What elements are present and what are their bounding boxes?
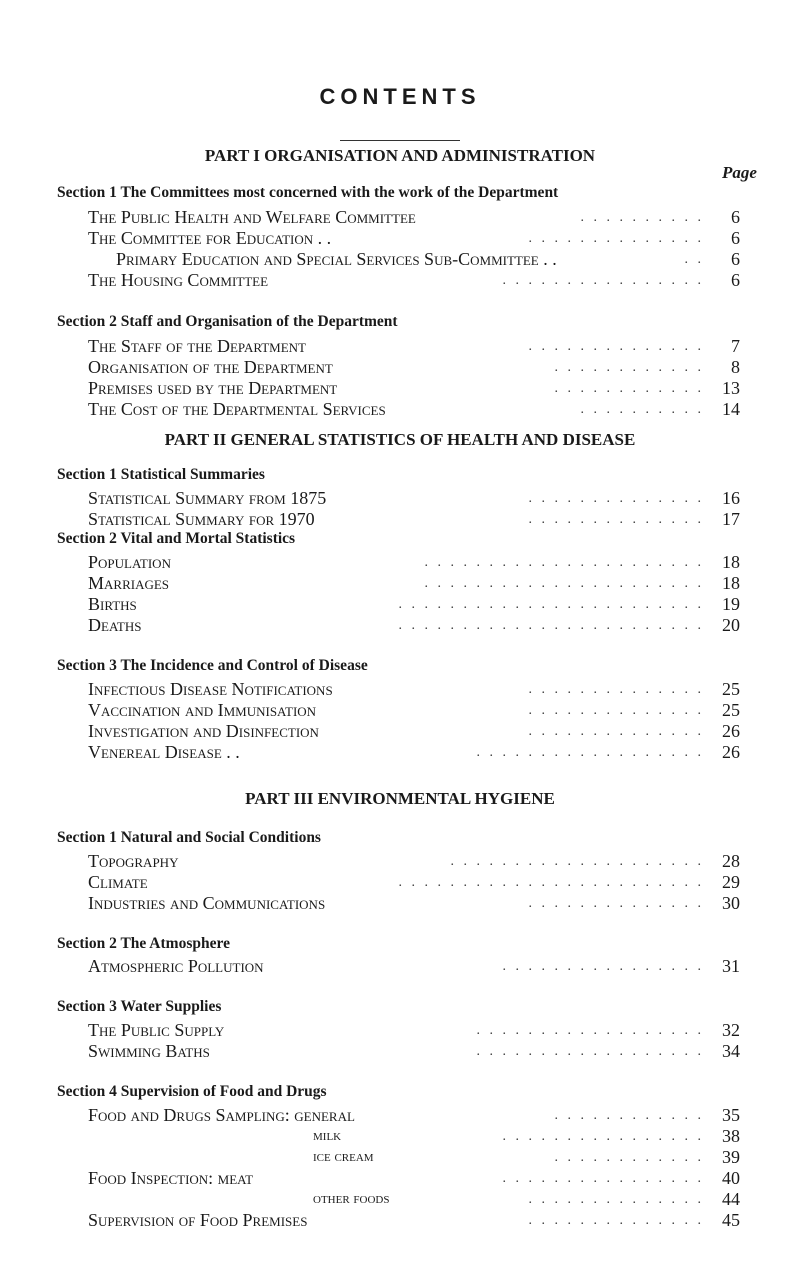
toc-entry[interactable]: Primary Education and Special Services Sub-Committee . . . . 6 <box>116 249 740 269</box>
toc-entry[interactable]: Population . . . . . . . . . . . . . . . . . . . . . . 18 <box>88 552 740 572</box>
part-3-section-1-heading: Section 1 Natural and Social Conditions <box>57 829 321 846</box>
toc-entry[interactable]: Industries and Communications . . . . . . . . . . . . . . 30 <box>88 893 740 913</box>
toc-entry[interactable]: Climate . . . . . . . . . . . . . . . . . . . . . . . . 29 <box>88 872 740 892</box>
part-3-section-2-heading: Section 2 The Atmosphere <box>57 935 230 952</box>
toc-entry[interactable]: Infectious Disease Notifications . . . . . . . . . . . . . . 25 <box>88 679 740 699</box>
toc-entry[interactable]: Premises used by the Department . . . . . . . . . . . . 13 <box>88 378 740 398</box>
toc-entry[interactable]: Statistical Summary from 1875 . . . . . . . . . . . . . . 16 <box>88 488 740 508</box>
part-2-section-1-heading: Section 1 Statistical Summaries <box>57 466 265 483</box>
toc-entry[interactable]: Supervision of Food Premises . . . . . . . . . . . . . . 45 <box>88 1210 740 1230</box>
part-1-section-1-heading: Section 1 The Committees most concerned with the work of the Department <box>57 184 559 201</box>
title-rule <box>340 140 460 141</box>
toc-entry[interactable]: Venereal Disease . . . . . . . . . . . . . . . . . . . . 26 <box>88 742 740 762</box>
toc-entry[interactable]: other foods . . . . . . . . . . . . . . 44 <box>313 1189 740 1209</box>
toc-entry[interactable]: Statistical Summary for 1970 . . . . . . . . . . . . . . 17 <box>88 509 740 529</box>
toc-entry[interactable]: Atmospheric Pollution . . . . . . . . . . . . . . . . 31 <box>88 956 740 976</box>
toc-entry[interactable]: The Staff of the Department . . . . . . . . . . . . . . 7 <box>88 336 740 356</box>
toc-entry[interactable]: Food and Drugs Sampling: general . . . . . . . . . . . . 35 <box>88 1105 740 1125</box>
page-title: CONTENTS <box>319 84 481 109</box>
toc-entry[interactable]: The Public Supply . . . . . . . . . . . . . . . . . . 32 <box>88 1020 740 1040</box>
toc-entry[interactable]: Organisation of the Department . . . . . . . . . . . . 8 <box>88 357 740 377</box>
toc-entry[interactable]: milk . . . . . . . . . . . . . . . . 38 <box>313 1126 740 1146</box>
part-2-heading: PART II GENERAL STATISTICS OF HEALTH AND DISEASE <box>164 430 636 449</box>
toc-entry[interactable]: The Housing Committee . . . . . . . . . . . . . . . . 6 <box>88 270 740 290</box>
page-column-label: Page <box>722 163 757 182</box>
toc-entry[interactable]: Topography . . . . . . . . . . . . . . . . . . . . 28 <box>88 851 740 871</box>
toc-entry[interactable]: The Public Health and Welfare Committee . . . . . . . . . . 6 <box>88 207 740 227</box>
part-1-heading: PART I ORGANISATION AND ADMINISTRATION <box>204 146 596 165</box>
toc-entry[interactable]: Births . . . . . . . . . . . . . . . . . . . . . . . . 19 <box>88 594 740 614</box>
part-3-section-3-heading: Section 3 Water Supplies <box>57 998 222 1015</box>
toc-entry[interactable]: The Committee for Education . . . . . . . . . . . . . . . . 6 <box>88 228 740 248</box>
toc-entry[interactable]: Swimming Baths . . . . . . . . . . . . . . . . . . 34 <box>88 1041 740 1061</box>
part-1-section-2-heading: Section 2 Staff and Organisation of the Department <box>57 313 398 330</box>
part-2-section-3-heading: Section 3 The Incidence and Control of Disease <box>57 657 368 674</box>
part-3-section-4-heading: Section 4 Supervision of Food and Drugs <box>57 1083 327 1100</box>
part-3-heading: PART III ENVIRONMENTAL HYGIENE <box>245 789 555 808</box>
toc-entry[interactable]: Marriages . . . . . . . . . . . . . . . . . . . . . . 18 <box>88 573 740 593</box>
toc-entry[interactable]: Deaths . . . . . . . . . . . . . . . . . . . . . . . . 20 <box>88 615 740 635</box>
toc-entry[interactable]: ice cream . . . . . . . . . . . . 39 <box>313 1147 740 1167</box>
toc-entry[interactable]: Vaccination and Immunisation . . . . . . . . . . . . . . 25 <box>88 700 740 720</box>
toc-entry[interactable]: The Cost of the Departmental Services . . . . . . . . . . 14 <box>88 399 740 419</box>
toc-entry[interactable]: Investigation and Disinfection . . . . . . . . . . . . . . 26 <box>88 721 740 741</box>
toc-entry[interactable]: Food Inspection: meat . . . . . . . . . . . . . . . . 40 <box>88 1168 740 1188</box>
part-2-section-2-heading: Section 2 Vital and Mortal Statistics <box>57 530 296 547</box>
